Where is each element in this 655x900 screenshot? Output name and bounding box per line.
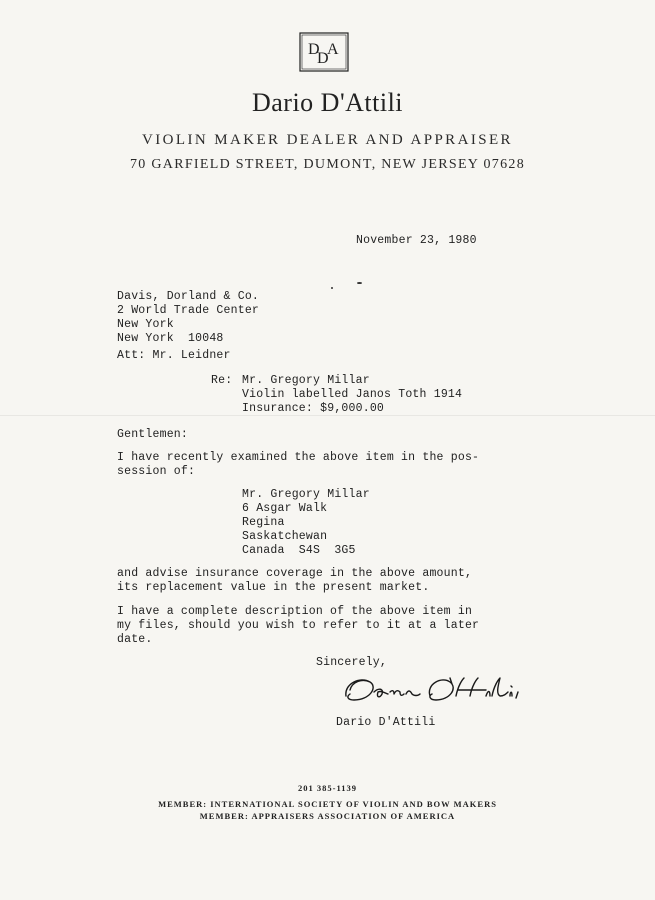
salutation: Gentlemen: (117, 428, 189, 441)
owner-line-4: Saskatchewan (242, 530, 328, 543)
owner-line-2: 6 Asgar Walk (242, 502, 328, 515)
paragraph-1-line-2: session of: (117, 465, 196, 478)
handwritten-signature (340, 668, 530, 710)
recipient-line-3: New York (117, 318, 174, 331)
footer-membership-2: MEMBER: APPRAISERS ASSOCIATION OF AMERICA (199, 811, 456, 821)
owner-line-1: Mr. Gregory Millar (242, 488, 370, 501)
letterhead-name: Dario D'Attili (251, 88, 404, 117)
paragraph-3-line-3: date. (117, 633, 153, 646)
letterhead-address: 70 GARFIELD STREET, DUMONT, NEW JERSEY 07628 (129, 157, 525, 172)
reference-label: Re: (211, 374, 233, 387)
paragraph-2-line-2: its replacement value in the present market. (117, 581, 430, 594)
valediction: Sincerely, (316, 656, 388, 669)
reference-line-2: Violin labelled Janos Toth 1914 (242, 388, 463, 401)
svg-text:D: D (308, 41, 320, 58)
reference-line-3: Insurance: $9,000.00 (242, 402, 385, 415)
svg-text:A: A (327, 41, 339, 58)
paragraph-3-line-2: my files, should you wish to refer to it at a later (117, 619, 480, 632)
footer-phone: 201 385-1139 (298, 783, 357, 793)
recipient-line-4: New York 10048 (117, 332, 224, 345)
svg-text:D: D (317, 50, 329, 67)
paragraph-1-line-1: I have recently examined the above item in the pos- (117, 451, 480, 464)
footer-membership-1: MEMBER: INTERNATIONAL SOCIETY OF VIOLIN AND BOW MAKERS (158, 799, 497, 809)
letterhead-tagline: VIOLIN MAKER DEALER AND APPRAISER (142, 132, 513, 148)
ink-speck (357, 282, 362, 284)
paragraph-2-line-1: and advise insurance coverage in the above amount, (117, 567, 473, 580)
recipient-line-1: Davis, Dorland & Co. (117, 290, 260, 303)
letter-date: November 23, 1980 (356, 234, 477, 247)
ink-speck (331, 287, 333, 289)
owner-line-5: Canada S4S 3G5 (242, 544, 356, 557)
reference-line-1: Mr. Gregory Millar (242, 374, 370, 387)
attention-line: Att: Mr. Leidner (117, 349, 231, 362)
monogram-logo (299, 32, 349, 72)
recipient-line-2: 2 World Trade Center (117, 304, 260, 317)
owner-line-3: Regina (242, 516, 285, 529)
paragraph-3-line-1: I have a complete description of the above item in (117, 605, 473, 618)
signer-name: Dario D'Attili (336, 716, 436, 729)
